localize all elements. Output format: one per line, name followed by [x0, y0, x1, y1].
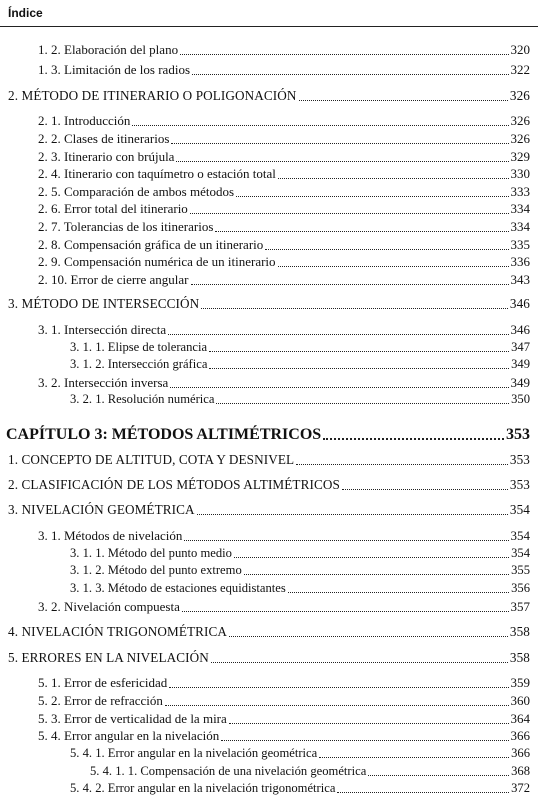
dot-leader: [319, 757, 509, 758]
toc-entry: [0, 764, 538, 779]
toc-entry-label: 5. 2. Error de refracción: [38, 693, 163, 708]
dot-leader: [244, 574, 509, 575]
toc-entry: [0, 581, 538, 596]
dot-leader: [132, 125, 508, 126]
dot-leader: [168, 334, 508, 335]
toc-entry-label: 2. MÉTODO DE ITINERARIO O POLIGONACIÓN: [8, 88, 297, 103]
dot-leader: [278, 178, 509, 179]
toc-entry-label: 3. NIVELACIÓN GEOMÉTRICA: [8, 502, 195, 517]
toc-entry-page-number: 360: [510, 693, 530, 708]
toc-entry-page-number: 349: [510, 375, 530, 390]
toc-entry-label: 2. 7. Tolerancias de los itinerarios: [38, 219, 214, 234]
dot-leader: [368, 775, 509, 776]
toc-entry-label: 3. 1. 3. Método de estaciones equidistantes: [70, 581, 286, 595]
toc-entry: [0, 781, 538, 796]
toc-entry-label: 5. ERRORES EN LA NIVELACIÓN: [8, 650, 209, 665]
dot-leader: [171, 143, 508, 144]
dot-leader: [182, 611, 509, 612]
dot-leader: [342, 489, 508, 490]
toc-entry-page-number: 354: [511, 546, 530, 560]
toc-entry: [0, 184, 538, 200]
chapter-entry: [0, 426, 538, 444]
toc-entry: [0, 728, 538, 744]
page-header-title: Índice: [8, 6, 43, 20]
toc-entry-page-number: 334: [510, 201, 530, 216]
toc-entry-label: 3. MÉTODO DE INTERSECCIÓN: [8, 296, 200, 311]
toc-entry-page-number: 343: [510, 272, 530, 287]
toc-entry-page-number: 366: [510, 728, 530, 743]
dot-leader: [209, 368, 509, 369]
toc-entry: [0, 599, 538, 615]
dot-leader: [197, 514, 508, 515]
toc-entry: [0, 237, 538, 253]
toc-entry-label: CAPÍTULO 3: MÉTODOS ALTIMÉTRICOS: [6, 426, 322, 443]
dot-leader: [216, 403, 509, 404]
toc-entry: [0, 113, 538, 129]
toc-entry-page-number: 359: [510, 675, 530, 690]
toc-entry: [0, 296, 538, 312]
toc-entry-label: 5. 4. 1. 1. Compensación de una nivelación geométrica: [90, 764, 367, 778]
dot-leader: [209, 351, 509, 352]
toc-entry: [0, 131, 538, 147]
toc-entry-page-number: 322: [510, 62, 530, 77]
toc-entry: [0, 272, 538, 288]
toc-entry: [0, 340, 538, 355]
toc-entry: [0, 563, 538, 578]
toc-entry-page-number: 336: [510, 254, 530, 269]
dot-leader: [201, 308, 508, 309]
toc-entry-page-number: 346: [509, 296, 530, 311]
toc-entry-label: 3. 1. 2. Método del punto extremo: [70, 563, 242, 577]
dot-leader: [323, 438, 504, 440]
toc-entry-label: 3. 1. Intersección directa: [38, 322, 167, 337]
toc-entry-page-number: 350: [511, 392, 530, 406]
toc-entry-page-number: 347: [511, 340, 530, 354]
toc-entry-label: 5. 4. 2. Error angular en la nivelación trigonométrica: [70, 781, 336, 795]
toc-entry-label: 2. 5. Comparación de ambos métodos: [38, 184, 235, 199]
dot-leader: [234, 557, 509, 558]
dot-leader: [170, 387, 508, 388]
dot-leader: [184, 540, 508, 541]
toc-entry: [0, 392, 538, 407]
toc-entry: [0, 693, 538, 709]
toc-entry-page-number: 358: [509, 650, 530, 665]
dot-leader: [236, 196, 508, 197]
toc-entry-page-number: 326: [509, 88, 530, 103]
toc-entry-page-number: 333: [510, 184, 530, 199]
toc-entry-label: 1. 2. Elaboración del plano: [38, 42, 179, 57]
dot-leader: [215, 231, 508, 232]
toc-entry-page-number: 366: [511, 746, 530, 760]
toc-entry-page-number: 326: [510, 131, 530, 146]
toc-entry-label: 2. 1. Introducción: [38, 113, 131, 128]
toc-entry: [0, 88, 538, 104]
toc-entry-page-number: 354: [510, 528, 530, 543]
dot-leader: [192, 74, 508, 75]
toc-entry-label: 3. 1. 1. Método del punto medio: [70, 546, 232, 560]
dot-leader: [299, 100, 508, 101]
dot-leader: [169, 687, 508, 688]
toc-entry-page-number: 353: [506, 426, 530, 443]
toc-entry-page-number: 334: [510, 219, 530, 234]
toc-entry: [0, 357, 538, 372]
toc-entry-label: 3. 1. 1. Elipse de tolerancia: [70, 340, 208, 354]
toc-entry: [0, 375, 538, 391]
toc-entry: [0, 502, 538, 518]
toc-entry: [0, 650, 538, 666]
toc-entry: [0, 254, 538, 270]
toc-entry-page-number: 326: [510, 113, 530, 128]
toc-entry-page-number: 356: [511, 581, 530, 595]
toc-entry: [0, 528, 538, 544]
toc-entry-label: 3. 1. Métodos de nivelación: [38, 528, 183, 543]
dot-leader: [288, 592, 509, 593]
toc-entry: [0, 42, 538, 58]
toc-entry: [0, 675, 538, 691]
dot-leader: [180, 54, 508, 55]
toc-entry-label: 5. 1. Error de esfericidad: [38, 675, 168, 690]
toc-entry-label: 3. 2. Nivelación compuesta: [38, 599, 180, 614]
toc-entry-label: 2. 9. Compensación numérica de un itinerario: [38, 254, 276, 269]
toc-entry: [0, 624, 538, 640]
toc-entry: [0, 322, 538, 338]
toc-entry: [0, 149, 538, 165]
toc-entry-label: 1. 3. Limitación de los radios: [38, 62, 191, 77]
toc-entry-label: 2. 8. Compensación gráfica de un itinerario: [38, 237, 264, 252]
toc-entry-page-number: 357: [510, 599, 530, 614]
dot-leader: [191, 284, 509, 285]
toc-entry-page-number: 346: [510, 322, 530, 337]
toc-entry: [0, 452, 538, 468]
toc-entry-label: 2. 10. Error de cierre angular: [38, 272, 189, 287]
toc-entry-page-number: 335: [510, 237, 530, 252]
toc-entry-page-number: 330: [510, 166, 530, 181]
dot-leader: [278, 266, 509, 267]
toc-entry-label: 2. CLASIFICACIÓN DE LOS MÉTODOS ALTIMÉTRICOS: [8, 477, 340, 492]
toc-entry-page-number: 372: [511, 781, 530, 795]
dot-leader: [229, 636, 508, 637]
toc-entry-page-number: 329: [510, 149, 530, 164]
toc-entry-page-number: 353: [509, 477, 530, 492]
toc-entry: [0, 711, 538, 727]
toc-entry: [0, 477, 538, 493]
toc-entry-page-number: 358: [509, 624, 530, 639]
toc-entry-page-number: 320: [510, 42, 530, 57]
toc-entry-label: 2. 3. Itinerario con brújula: [38, 149, 175, 164]
dot-leader: [221, 740, 508, 741]
toc-entry-label: 2. 4. Itinerario con taquímetro o estación total: [38, 166, 276, 181]
dot-leader: [165, 705, 509, 706]
toc-entry-label: 1. CONCEPTO DE ALTITUD, COTA Y DESNIVEL: [8, 452, 295, 467]
toc-entry: [0, 166, 538, 182]
toc-entry-page-number: 364: [510, 711, 530, 726]
dot-leader: [211, 662, 508, 663]
dot-leader: [190, 213, 509, 214]
toc-entry-page-number: 355: [511, 563, 530, 577]
toc-entry-label: 5. 3. Error de verticalidad de la mira: [38, 711, 227, 726]
dot-leader: [296, 464, 508, 465]
dot-leader: [229, 723, 509, 724]
toc-entry: [0, 201, 538, 217]
toc-entry-page-number: 349: [511, 357, 530, 371]
toc-entry-label: 3. 2. Intersección inversa: [38, 375, 169, 390]
toc-entry-label: 3. 1. 2. Intersección gráfica: [70, 357, 208, 371]
dot-leader: [265, 249, 508, 250]
dot-leader: [176, 161, 508, 162]
toc-entry-label: 2. 6. Error total del itinerario: [38, 201, 188, 216]
toc-entry-page-number: 353: [509, 452, 530, 467]
toc-entry-label: 3. 2. 1. Resolución numérica: [70, 392, 215, 406]
toc-entry-page-number: 368: [511, 764, 530, 778]
toc-entry-label: 5. 4. 1. Error angular en la nivelación geométrica: [70, 746, 318, 760]
toc-entry: [0, 746, 538, 761]
toc-entry-label: 2. 2. Clases de itinerarios: [38, 131, 170, 146]
toc-entry: [0, 62, 538, 78]
toc-entry: [0, 546, 538, 561]
toc-entry-label: 5. 4. Error angular en la nivelación: [38, 728, 220, 743]
toc-entry-label: 4. NIVELACIÓN TRIGONOMÉTRICA: [8, 624, 228, 639]
toc-entry: [0, 219, 538, 235]
dot-leader: [337, 792, 509, 793]
toc-entry-page-number: 354: [509, 502, 530, 517]
